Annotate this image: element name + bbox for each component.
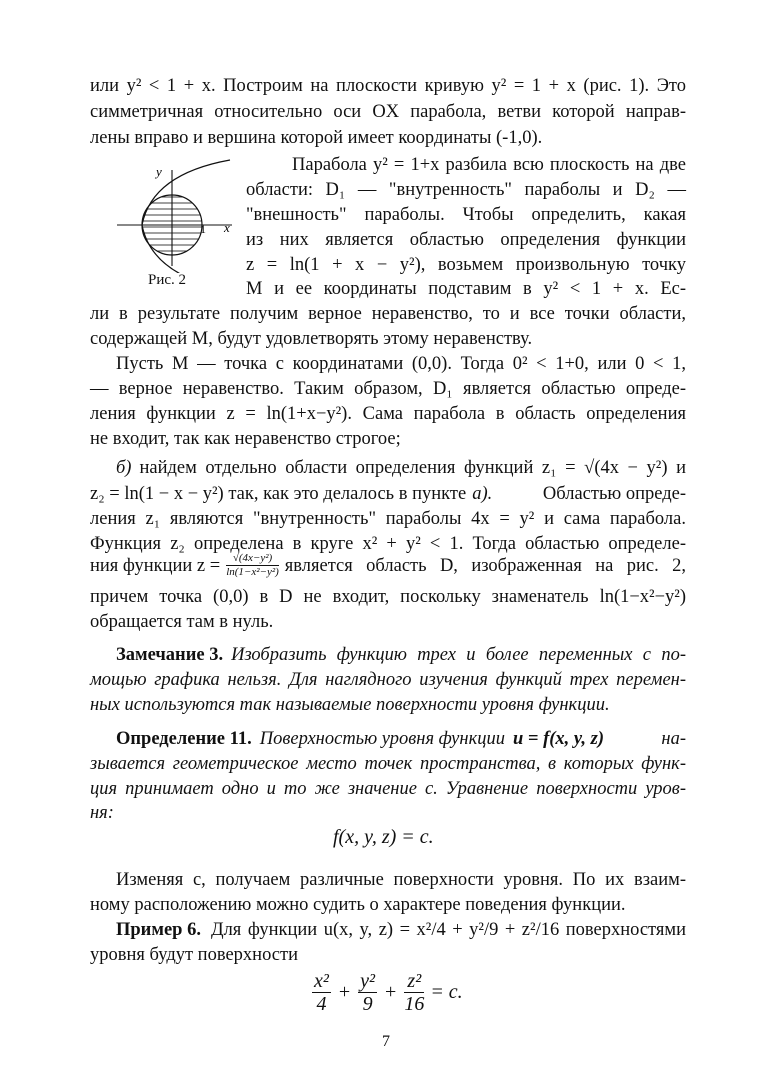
definition-line: ня:: [90, 803, 114, 823]
example-line: [116, 918, 686, 942]
ellipsoid-equation: [310, 970, 463, 1015]
remark-title: Замечание 3.: [116, 645, 224, 665]
denominator: 4: [316, 993, 327, 1015]
text-line: Функция z₂ определена в круге x² + y² < 1. Тогда областью определе-: [90, 534, 686, 554]
text-line: z = ln(1 + x − y²), возьмем произвольную точку: [246, 255, 686, 275]
hatched-region: [112, 158, 262, 273]
definition-line: зывается геометрическое место точек пространства, в которых функ-: [90, 754, 686, 774]
text-span: является область D, изображенная на рис. 2,: [284, 555, 686, 576]
text-line: уровня будут поверхности: [90, 945, 298, 965]
text-line: или y² < 1 + x. Построим на плоскости кривую y² = 1 + x (рис. 1). Это: [90, 76, 686, 96]
page-number: 7: [382, 1033, 390, 1050]
example-title: Пример 6.: [116, 920, 201, 940]
level-surface-equation: f(x, y, z) = c.: [333, 826, 434, 848]
text-line: симметричная относительно оси OX парабола, ветви которой направ-: [90, 102, 686, 122]
axis-label-x: x: [224, 220, 230, 235]
fraction-x: [312, 970, 331, 1015]
text-line: лены вправо и вершина которой имеет координаты (-1,0).: [90, 128, 543, 148]
text-span: Поверхностью уровня функции: [259, 729, 505, 749]
item-marker: б): [116, 458, 132, 478]
text-line: области: D₁ — "внутренность" параболы и D₂ —: [246, 180, 686, 200]
formula-span: u = f(x, y, z): [512, 729, 605, 749]
text-span: ния функции z =: [90, 555, 221, 576]
text-line: Парабола y² = 1+x разбила всю плоскость на две: [292, 155, 686, 175]
definition-line: [116, 727, 686, 751]
text-span: Изобразить функцию трех и более переменных с по-: [231, 645, 686, 665]
text-line: — верное неравенство. Таким образом, D₁ является областью опреде-: [90, 379, 686, 399]
plus-sign: +: [385, 981, 397, 1003]
text-span: а).: [472, 484, 493, 504]
remark-line: мощью графика нельзя. Для наглядного изучения функций трех перемен-: [90, 670, 686, 690]
tick-label-1: 1: [200, 222, 206, 236]
text-line: M и ее координаты подставим в y² < 1 + x. Ес-: [246, 279, 686, 299]
denominator: 16: [404, 993, 425, 1015]
figure-parabola-circle: [112, 158, 262, 273]
denominator: 9: [362, 993, 373, 1015]
parabola-circle-diagram: [112, 158, 262, 273]
text-line: "внешность" параболы. Чтобы определить, какая: [246, 205, 686, 225]
text-line: Изменяя c, получаем различные поверхности уровня. По их взаим-: [116, 870, 686, 890]
plus-sign: +: [338, 981, 351, 1003]
text-line: [90, 552, 686, 579]
definition-title: Определение 11.: [116, 729, 252, 749]
text-span: Для функции u(x, y, z) = x²/4 + y²/9 + z²/16 поверхностями: [210, 920, 686, 940]
text-line: ли в результате получим верное неравенство, то и все точки области,: [90, 304, 686, 324]
text-line: причем точка (0,0) в D не входит, поскольку знаменатель ln(1−x²−y²): [90, 587, 686, 607]
text-line: ному расположению можно судить о характере поведения функции.: [90, 895, 626, 915]
fraction-numerator: √(4x−y²): [226, 552, 279, 566]
text-line: из них является областью определения функции: [246, 230, 686, 250]
fraction-z: [404, 970, 424, 1015]
numerator: x²: [314, 970, 329, 992]
text-line: содержащей M, будут удовлетворять этому неравенству.: [90, 329, 533, 349]
text-line: [116, 456, 686, 480]
text-line: ления функции z = ln(1+x−y²). Сама парабола в область определения: [90, 404, 686, 424]
definition-line: ция принимает одно и то же значение c. Уравнение поверхности уров-: [90, 779, 686, 799]
text-line: обращается там в нуль.: [90, 612, 274, 632]
text-span: на-: [661, 729, 686, 749]
inline-fraction: [226, 552, 279, 579]
remark-line: ных используются так называемые поверхности уровня функции.: [90, 695, 610, 715]
text-line: ления z₁ являются "внутренность" параболы 4x = y² и сама парабола.: [90, 509, 686, 529]
fraction-denominator: ln(1−x²−y²): [226, 566, 279, 578]
text-span: z₂ = ln(1 − x − y²) так, как это делалось в пункте: [90, 484, 467, 504]
figure-caption: Рис. 2: [148, 272, 187, 288]
remark-line: [116, 643, 686, 667]
text-line: Пусть M — точка с координатами (0,0). Тогда 0² < 1+0, или 0 < 1,: [116, 354, 686, 374]
numerator: z²: [404, 970, 424, 993]
text-line: [90, 482, 686, 506]
text-span: Областью опреде-: [542, 484, 686, 504]
axis-label-y: y: [156, 164, 162, 179]
numerator: y²: [360, 970, 376, 992]
text-span: найдем отдельно области определения функций z₁ = √(4x − y²) и: [139, 458, 686, 478]
fraction-y: [358, 970, 377, 1015]
text-line: не входит, так как неравенство строгое;: [90, 429, 401, 449]
equation-rhs: = c.: [430, 981, 463, 1003]
